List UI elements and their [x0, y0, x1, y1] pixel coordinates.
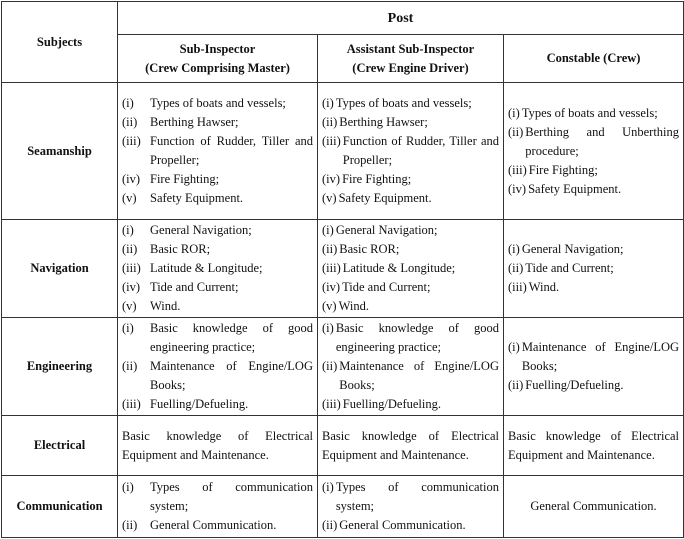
content-cell	[318, 416, 504, 476]
cell-text: Basic knowledge of Electrical Equipment and Maintenance.	[322, 428, 499, 462]
content-cell	[118, 416, 318, 476]
list-item-text: Safety Equipment.	[150, 191, 244, 205]
list-item-number: (i)	[322, 96, 334, 110]
list-item-text: General Navigation;	[150, 223, 252, 237]
list-item	[322, 170, 499, 189]
list-item	[122, 221, 313, 240]
content-cell	[318, 83, 504, 220]
list-item-text: Fire Fighting;	[528, 162, 598, 177]
list-item-text: Maintenance of Engine/LOG Books;	[521, 340, 680, 373]
table-row	[2, 476, 684, 538]
cell-text: Basic knowledge of Electrical Equipment and Maintenance.	[508, 428, 680, 462]
list-item	[508, 240, 679, 259]
list-item	[122, 395, 313, 414]
list-item-text: Berthing Hawser;	[150, 115, 239, 129]
list-item	[322, 113, 499, 132]
subject-cell: Electrical	[2, 416, 118, 476]
list-item	[322, 357, 499, 395]
list-item	[122, 516, 313, 535]
list-item	[122, 319, 313, 357]
list-item-text: Wind.	[338, 299, 369, 313]
list-item-number: (ii)	[322, 359, 338, 373]
list-item-text: General Navigation;	[335, 223, 438, 237]
list-item-number: (ii)	[322, 242, 338, 256]
content-cell	[118, 220, 318, 318]
list-item-number: (v)	[322, 299, 337, 313]
list-item	[508, 376, 679, 395]
list-item-number: (iii)	[508, 280, 527, 294]
list-item	[322, 395, 499, 414]
list-item-text: General Navigation;	[521, 242, 624, 256]
list-item-text: Types of boats and vessels;	[521, 105, 658, 120]
list-item-number: (iii)	[508, 162, 527, 177]
list-item-text: General Communication.	[339, 518, 466, 532]
list-item	[322, 259, 499, 278]
subjects-header: Subjects	[2, 2, 118, 83]
list-item-number: (iii)	[322, 397, 341, 411]
list-item-number: (i)	[322, 321, 334, 335]
list-item-number: (ii)	[122, 242, 138, 256]
list-item	[322, 221, 499, 240]
list-item-text: Types of communication system;	[335, 480, 499, 513]
list-item	[322, 189, 499, 208]
list-item	[122, 189, 313, 208]
column-header-line1: Sub-Inspector	[179, 41, 256, 56]
list-item-text: Basic ROR;	[339, 242, 400, 256]
list-item-number: (i)	[322, 223, 334, 237]
list-item-text: Safety Equipment.	[338, 191, 432, 205]
list-item-number: (i)	[508, 340, 520, 354]
list-item	[508, 278, 679, 297]
list-item-text: Fuelling/Defueling.	[525, 378, 624, 392]
header-row	[2, 2, 684, 35]
list-item-number: (i)	[122, 480, 134, 494]
list-item	[122, 278, 313, 297]
list-item-number: (i)	[508, 105, 520, 120]
list-item	[122, 113, 313, 132]
list-item-number: (iii)	[122, 397, 141, 411]
subject-cell: Seamanship	[2, 83, 118, 220]
content-cell	[318, 220, 504, 318]
subject-cell: Communication	[2, 476, 118, 538]
list-item-number: (iii)	[322, 134, 341, 148]
table-row	[2, 318, 684, 416]
list-item	[122, 94, 313, 113]
list-item	[322, 240, 499, 259]
table-row	[2, 416, 684, 476]
list-item-number: (iv)	[122, 172, 141, 186]
list-item-number: (iii)	[122, 261, 141, 275]
column-header-line1: Assistant Sub-Inspector	[346, 41, 475, 56]
list-item	[508, 338, 679, 376]
list-item	[322, 478, 499, 516]
list-item	[122, 297, 313, 316]
list-item-text: Basic knowledge of good engineering practice;	[335, 321, 499, 354]
list-item-number: (iv)	[122, 280, 141, 294]
cell-text: General Communication.	[530, 499, 657, 513]
list-item-number: (iii)	[122, 134, 141, 148]
content-cell	[504, 476, 684, 538]
list-item-text: Types of boats and vessels;	[150, 96, 286, 110]
list-item-text: Berthing and Unberthing procedure;	[525, 124, 680, 158]
list-item-number: (i)	[322, 480, 334, 494]
list-item	[122, 240, 313, 259]
list-item-text: Function of Rudder, Tiller and Propeller;	[342, 134, 499, 167]
list-item-number: (iv)	[508, 181, 527, 196]
list-item-text: Latitude & Longitude;	[342, 261, 456, 275]
list-item-number: (i)	[122, 96, 134, 110]
list-item-text: Wind.	[150, 299, 181, 313]
column-header-constable	[504, 35, 684, 83]
content-cell	[118, 318, 318, 416]
content-cell	[504, 318, 684, 416]
subject-cell: Engineering	[2, 318, 118, 416]
list-item-text: Types of communication system;	[150, 480, 313, 513]
column-header-assistant-sub-inspector	[318, 35, 504, 83]
post-header: Post	[118, 2, 684, 35]
list-item	[508, 123, 679, 161]
list-item	[122, 170, 313, 189]
list-item-text: Tide and Current;	[150, 280, 239, 294]
list-item	[122, 357, 313, 395]
list-item	[122, 132, 313, 170]
list-item-number: (iv)	[322, 172, 341, 186]
list-item	[508, 104, 679, 123]
column-header-line2: (Crew Engine Driver)	[352, 60, 469, 75]
syllabus-table	[1, 1, 684, 538]
list-item-text: Tide and Current;	[342, 280, 431, 294]
content-cell	[118, 83, 318, 220]
list-item-number: (v)	[122, 191, 137, 205]
list-item	[508, 259, 679, 278]
list-item-text: Maintenance of Engine/LOG Books;	[339, 359, 499, 392]
content-cell	[318, 476, 504, 538]
list-item	[322, 297, 499, 316]
list-item-number: (iii)	[322, 261, 341, 275]
list-item-number: (ii)	[322, 115, 338, 129]
list-item-number: (iv)	[322, 280, 341, 294]
list-item	[508, 161, 679, 180]
list-item-number: (ii)	[508, 124, 524, 139]
list-item	[122, 478, 313, 516]
list-item-number: (ii)	[508, 378, 524, 392]
list-item-text: Fuelling/Defueling.	[342, 397, 441, 411]
list-item	[322, 132, 499, 170]
content-cell	[118, 476, 318, 538]
list-item-text: Latitude & Longitude;	[150, 261, 263, 275]
list-item-number: (ii)	[122, 518, 138, 532]
list-item-number: (v)	[122, 299, 137, 313]
list-item-number: (v)	[322, 191, 337, 205]
list-item-text: Fire Fighting;	[342, 172, 412, 186]
list-item	[322, 278, 499, 297]
list-item-text: Safety Equipment.	[528, 181, 622, 196]
table-row	[2, 83, 684, 220]
content-cell	[504, 220, 684, 318]
list-item-number: (ii)	[322, 518, 338, 532]
list-item	[322, 516, 499, 535]
column-header-line1: Constable (Crew)	[546, 51, 641, 65]
list-item-number: (i)	[122, 223, 134, 237]
cell-text: Basic knowledge of Electrical Equipment and Maintenance.	[122, 428, 313, 462]
table-row	[2, 220, 684, 318]
list-item-text: Wind.	[528, 280, 560, 294]
list-item	[508, 180, 679, 199]
list-item-text: Tide and Current;	[525, 261, 614, 275]
list-item-number: (i)	[122, 321, 134, 335]
list-item-text: Basic ROR;	[150, 242, 211, 256]
content-cell	[504, 416, 684, 476]
list-item	[122, 259, 313, 278]
list-item-number: (ii)	[122, 115, 138, 129]
subject-cell: Navigation	[2, 220, 118, 318]
table-body	[2, 83, 684, 538]
column-header-line2: (Crew Comprising Master)	[145, 60, 290, 75]
list-item-text: General Communication.	[150, 518, 277, 532]
column-header-sub-inspector	[118, 35, 318, 83]
list-item	[322, 319, 499, 357]
list-item-text: Function of Rudder, Tiller and Propeller;	[150, 134, 313, 167]
list-item-text: Berthing Hawser;	[339, 115, 428, 129]
list-item	[322, 94, 499, 113]
list-item-text: Maintenance of Engine/LOG Books;	[150, 359, 313, 392]
content-cell	[504, 83, 684, 220]
list-item-number: (ii)	[122, 359, 138, 373]
list-item-text: Fuelling/Defueling.	[150, 397, 249, 411]
list-item-number: (ii)	[508, 261, 524, 275]
content-cell	[318, 318, 504, 416]
list-item-number: (i)	[508, 242, 520, 256]
list-item-text: Types of boats and vessels;	[335, 96, 472, 110]
list-item-text: Basic knowledge of good engineering practice;	[150, 321, 313, 354]
list-item-text: Fire Fighting;	[150, 172, 220, 186]
